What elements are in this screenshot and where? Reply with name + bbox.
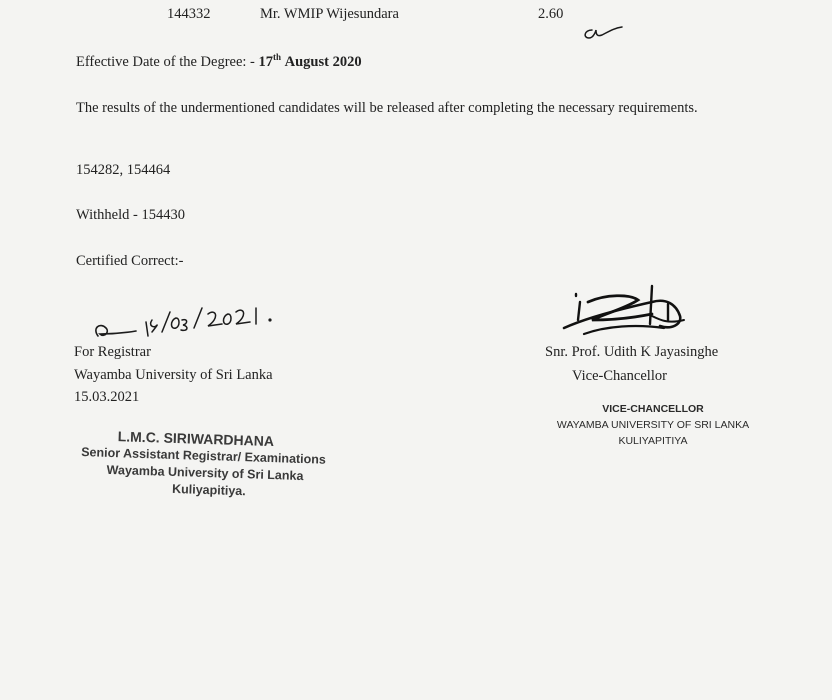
effective-date-day: 17th xyxy=(258,52,282,70)
result-gpa: 2.60 xyxy=(538,6,564,22)
initial-mark-icon xyxy=(580,18,625,44)
vc-signature-icon xyxy=(556,280,706,352)
vc-name: Snr. Prof. Udith K Jayasinghe xyxy=(545,344,719,360)
registrar-university: Wayamba University of Sri Lanka xyxy=(74,367,273,383)
withheld-line: Withheld - 154430 xyxy=(76,207,185,223)
stamp-university: Wayamba University of Sri Lanka xyxy=(106,462,304,484)
result-index: 144332 xyxy=(167,6,211,22)
seal-university: WAYAMBA UNIVERSITY OF SRI LANKA xyxy=(556,419,750,431)
vc-seal xyxy=(540,401,766,449)
certified-line: Certified Correct:- xyxy=(76,253,184,269)
effective-date-label: Effective Date of the Degree: - xyxy=(76,53,255,70)
seal-title: VICE-CHANCELLOR xyxy=(602,403,704,415)
vc-title: Vice-Chancellor xyxy=(572,368,667,384)
effective-date-line xyxy=(76,52,362,71)
effective-date-rest: August 2020 xyxy=(284,53,362,70)
registrar-date: 15.03.2021 xyxy=(74,389,140,405)
stamp-name: L.M.C. SIRIWARDHANA xyxy=(117,428,275,450)
registrar-stamp xyxy=(81,428,327,503)
notice-paragraph: The results of the undermentioned candidates will be released after completing the necessary requirements. xyxy=(76,100,698,116)
stamp-town: Kuliyapitiya. xyxy=(171,481,246,499)
result-name: Mr. WMIP Wijesundara xyxy=(260,6,399,22)
registrar-title: For Registrar xyxy=(74,344,151,360)
stamp-title: Senior Assistant Registrar/ Examinations xyxy=(81,445,327,467)
registrar-signature-icon xyxy=(90,298,290,346)
seal-town: KULIYAPITIYA xyxy=(618,435,688,447)
pending-ids: 154282, 154464 xyxy=(76,162,171,178)
